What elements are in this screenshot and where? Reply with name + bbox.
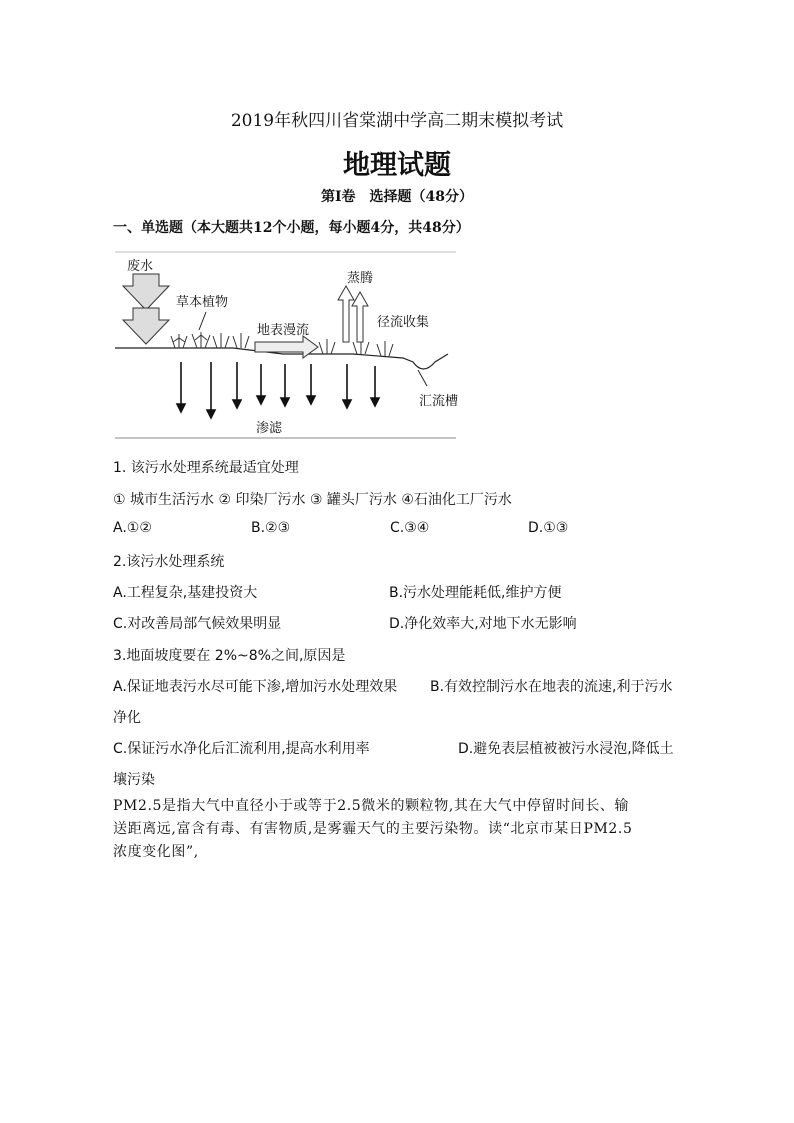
q1-stem: 1. 该污水处理系统最适宜处理 (113, 460, 299, 476)
label-collecting-trough: 汇流槽 (419, 394, 458, 409)
q1-option-b: B.②③ (251, 520, 291, 536)
q3-option-b-cont: 净化 (113, 710, 141, 726)
q3-option-a: A.保证地表污水尽可能下渗,增加污水处理效果 (113, 679, 398, 695)
q2-stem: 2.该污水处理系统 (113, 554, 225, 570)
q1-option-a: A.①② (113, 520, 152, 536)
passage-line-1: PM2.5是指大气中直径小于或等于2.5微米的颗粒物,其在大气中停留时间长、输 (113, 798, 630, 814)
label-runoff-collection: 径流收集 (377, 315, 430, 330)
label-evaporation: 蒸腾 (347, 271, 374, 286)
q3-option-b: B.有效控制污水在地表的流速,利于污水 (430, 679, 673, 695)
q1-option-c: C.③④ (390, 520, 430, 536)
q3-option-d: D.避免表层植被被污水浸泡,降低土 (458, 741, 674, 757)
exam-title: 2019年秋四川省棠湖中学高二期末模拟考试 (230, 111, 564, 131)
q1-items: ① 城市生活污水 ② 印染厂污水 ③ 罐头厂污水 ④石油化工厂污水 (113, 492, 512, 508)
wastewater-treatment-diagram (113, 250, 458, 440)
section-heading: 一、单选题（本大题共12个小题，每小题4分，共48分） (113, 220, 470, 236)
label-surface-flow: 地表漫流 (257, 323, 310, 338)
label-herb-plants: 草本植物 (176, 295, 229, 310)
q3-stem: 3.地面坡度要在 2%~8%之间,原因是 (113, 648, 346, 664)
q3-option-c: C.保证污水净化后汇流利用,提高水利用率 (113, 741, 370, 757)
label-infiltration: 渗滤 (256, 421, 283, 436)
q2-option-d: D.净化效率大,对地下水无影响 (389, 616, 577, 632)
q2-option-b: B.污水处理能耗低,维护方便 (389, 585, 562, 601)
passage-line-3: 浓度变化图”, (113, 844, 199, 860)
q2-option-a: A.工程复杂,基建投资大 (113, 585, 258, 601)
label-wastewater: 废水 (127, 259, 154, 274)
q2-option-c: C.对改善局部气候效果明显 (113, 616, 282, 632)
subject-title: 地理试题 (343, 150, 451, 181)
q3-option-d-cont: 壤污染 (113, 772, 155, 788)
passage-line-2: 送距离远,富含有毒、有害物质,是雾霾天气的主要污染物。读“北京市某日PM2.5 (113, 821, 633, 837)
volume-heading: 第Ⅰ卷 选择题（48分） (320, 189, 474, 205)
q1-option-d: D.①③ (528, 520, 569, 536)
